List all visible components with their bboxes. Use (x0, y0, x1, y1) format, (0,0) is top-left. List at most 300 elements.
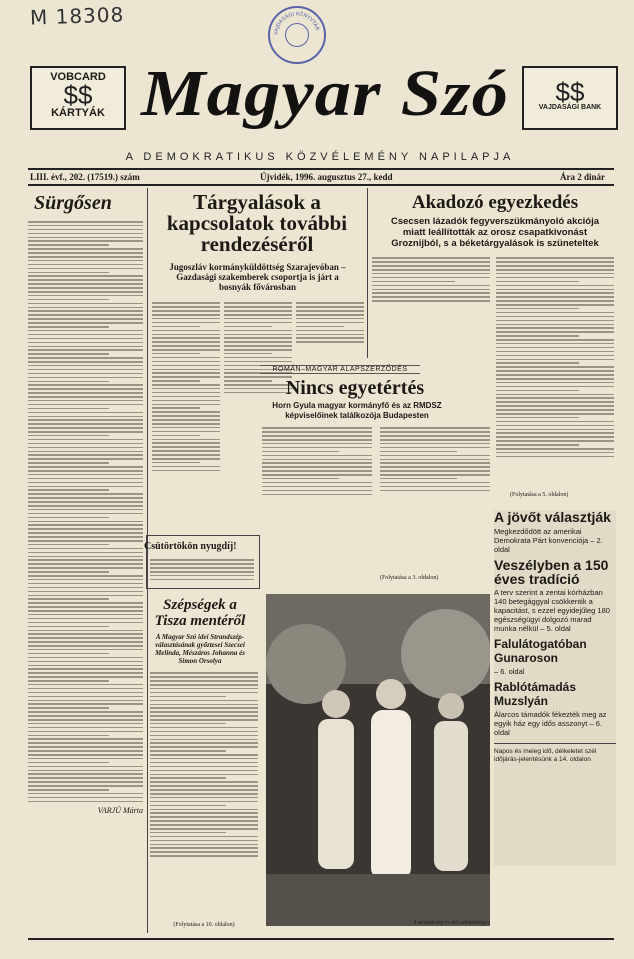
text-line (28, 244, 109, 246)
text-line (28, 264, 143, 266)
text-line (28, 766, 143, 768)
text-line (28, 334, 143, 336)
text-line (152, 310, 220, 312)
text-line (28, 610, 143, 612)
text-line (28, 268, 143, 270)
text-line (28, 412, 143, 414)
text-line (150, 812, 258, 814)
text-line (380, 490, 490, 492)
text-line (28, 793, 143, 795)
text-line (28, 482, 143, 484)
text-line (152, 392, 220, 394)
text-line (28, 322, 143, 324)
text-line (28, 279, 143, 281)
pension-box-title[interactable]: Csütörtökön nyugdíj! (144, 541, 237, 552)
text-line (28, 388, 143, 390)
text-line (28, 719, 143, 721)
text-line (150, 563, 254, 565)
text-line (28, 637, 143, 639)
ad-title: VOBCARD (50, 71, 106, 83)
text-line (152, 322, 220, 324)
text-line (152, 427, 220, 429)
vobcard-ad[interactable] (30, 66, 126, 130)
text-line (496, 456, 614, 458)
issue-number: LIII. évf., 202. (17519.) szám (30, 172, 140, 182)
text-line (150, 836, 258, 838)
svg-text:VAJDASÁGI KÖNYVTÁR: VAJDASÁGI KÖNYVTÁR (273, 11, 320, 36)
text-line (28, 645, 143, 647)
text-line (28, 641, 143, 643)
text-line (152, 372, 220, 374)
text-line (262, 435, 372, 437)
text-line (150, 742, 258, 744)
text-line (150, 781, 258, 783)
text-line (28, 707, 109, 709)
teaser-text-1: Megkezdődött az amerikai Demokrata Párt konvenciója – 2. oldal (494, 527, 603, 554)
text-line (224, 353, 272, 355)
text-line (28, 423, 143, 425)
text-line (28, 486, 143, 488)
nincs-subhead: Horn Gyula magyar kormányfő és az RMDSZ képviselőinek találkozója Budapesten (272, 401, 442, 420)
right-text-col1 (372, 255, 490, 304)
text-line (262, 451, 339, 453)
right-continued[interactable]: (Folytatása a 5. oldalon) (510, 492, 569, 498)
text-line (28, 291, 143, 293)
text-line (152, 411, 220, 413)
text-line (150, 809, 258, 811)
text-line (224, 302, 292, 304)
text-line (150, 774, 258, 776)
text-line (150, 844, 258, 846)
text-line (496, 401, 614, 403)
text-line (28, 221, 143, 223)
text-line (496, 386, 614, 388)
text-line (28, 346, 143, 348)
text-line (380, 439, 490, 441)
text-line (28, 431, 143, 433)
text-line (496, 359, 614, 361)
text-line (28, 419, 143, 421)
text-line (28, 256, 143, 258)
text-line (150, 754, 258, 756)
beauty-continued[interactable]: (Folytatása a 10. oldalon) (173, 922, 235, 928)
text-line (150, 688, 258, 690)
text-line (150, 672, 258, 674)
text-line (28, 416, 143, 418)
text-line (224, 306, 292, 308)
text-line (28, 240, 143, 242)
text-line (496, 397, 614, 399)
text-line (224, 334, 292, 336)
text-line (496, 405, 614, 407)
text-line (150, 719, 258, 721)
text-line (496, 308, 579, 310)
text-line (28, 466, 143, 468)
text-line (28, 521, 143, 523)
text-line (28, 700, 143, 702)
text-line (152, 353, 200, 355)
text-line (224, 326, 272, 328)
ad-subtitle: KÁRTYÁK (51, 107, 105, 119)
text-line (28, 447, 143, 449)
text-line (152, 337, 220, 339)
text-line (28, 665, 143, 667)
text-line (28, 703, 143, 705)
text-line (28, 443, 143, 445)
text-line (28, 408, 109, 410)
text-line (28, 777, 143, 779)
text-line (150, 579, 254, 581)
text-line (28, 400, 143, 402)
text-line (28, 785, 143, 787)
text-line (28, 272, 109, 274)
beauty-text (150, 670, 258, 859)
text-line (28, 633, 143, 635)
text-line (28, 373, 143, 375)
text-line (224, 345, 292, 347)
text-line (296, 322, 364, 324)
main-headline[interactable]: Tárgyalások a kapcsolatok további rendezéséről (166, 190, 348, 256)
text-line (150, 816, 258, 818)
text-line (28, 517, 109, 519)
date-place: Újvidék, 1996. augusztus 27., kedd (260, 172, 393, 182)
text-line (496, 444, 579, 446)
text-line (496, 390, 579, 392)
text-line (28, 591, 143, 593)
text-line (496, 409, 614, 411)
stamp-text-ring (270, 8, 324, 62)
text-line (262, 466, 372, 468)
text-line (28, 630, 143, 632)
text-line (150, 567, 254, 569)
teaser-headline-4[interactable]: Rablótámadás Muzslyán (494, 680, 577, 708)
text-line (28, 559, 143, 561)
nincs-continued[interactable]: (Folytatása a 3. oldalon) (380, 575, 439, 581)
text-line (224, 357, 292, 359)
text-line (496, 289, 614, 291)
text-line (28, 451, 143, 453)
text-line (372, 285, 490, 287)
text-line (496, 394, 614, 396)
text-line (496, 440, 614, 442)
text-line (28, 435, 109, 437)
text-line (28, 567, 143, 569)
text-line (28, 738, 143, 740)
text-line (152, 419, 220, 421)
text-line (496, 421, 614, 423)
text-line (262, 431, 372, 433)
text-line (224, 318, 292, 320)
text-line (262, 474, 372, 476)
text-line (372, 292, 490, 294)
text-line (224, 310, 292, 312)
text-line (224, 322, 292, 324)
text-line (28, 727, 143, 729)
text-line (28, 303, 143, 305)
text-line (28, 307, 143, 309)
text-line (150, 832, 226, 834)
text-line (262, 482, 372, 484)
text-line (28, 587, 143, 589)
text-line (496, 413, 614, 415)
text-line (28, 789, 109, 791)
text-line (262, 490, 372, 492)
text-line (28, 563, 143, 565)
text-line (28, 618, 143, 620)
text-line (262, 478, 339, 480)
text-line (28, 225, 143, 227)
text-line (372, 296, 490, 298)
text-line (152, 435, 200, 437)
teaser-headline-2[interactable]: Veszélyben a 150 éves tradíció (494, 557, 609, 587)
text-line (150, 711, 258, 713)
lead-title[interactable]: Sürgősen (34, 192, 112, 214)
text-line (152, 326, 200, 328)
text-line (372, 261, 490, 263)
text-line (152, 458, 220, 460)
text-line (496, 277, 614, 279)
text-line (152, 361, 220, 363)
text-line (28, 571, 109, 573)
text-line (152, 454, 220, 456)
nincs-text-col1 (262, 425, 372, 497)
beauty-photo[interactable] (266, 594, 490, 926)
text-line (150, 704, 258, 706)
text-line (28, 801, 143, 803)
text-line (28, 283, 143, 285)
page-bottom-rule (28, 938, 614, 940)
text-line (28, 427, 143, 429)
text-line (152, 442, 220, 444)
text-line (380, 459, 490, 461)
text-line (380, 462, 490, 464)
text-line (28, 509, 143, 511)
text-line (262, 427, 372, 429)
text-line (28, 552, 143, 554)
text-line (262, 455, 372, 457)
text-line (380, 435, 490, 437)
text-line (28, 260, 143, 262)
text-line (152, 365, 220, 367)
text-line (152, 396, 220, 398)
text-line (28, 528, 143, 530)
lead-text (28, 221, 143, 802)
text-line (152, 431, 220, 433)
lead-author: VARJÚ Márta (97, 806, 143, 816)
sidebar-teasers (494, 510, 616, 866)
text-line (296, 302, 364, 304)
text-line (150, 805, 226, 807)
text-line (28, 754, 143, 756)
text-line (28, 357, 143, 359)
text-line (28, 275, 143, 277)
text-line (496, 378, 614, 380)
text-line (150, 789, 258, 791)
text-line (296, 310, 364, 312)
text-line (28, 715, 143, 717)
main-subhead: Jugoszláv kormányküldöttség Szarajevóban – Gazdasági szakemberek csoportja is járt a bosnyák fővárosban (169, 262, 346, 292)
text-line (28, 396, 143, 398)
text-line (496, 355, 614, 357)
text-line (496, 351, 614, 353)
text-line (262, 494, 372, 496)
text-line (380, 474, 490, 476)
text-line (496, 366, 614, 368)
teaser-text-4: Álarcos támadók fékezték meg az egyik ház egy idős asszonyt – 6. oldal (494, 710, 607, 737)
text-line (496, 320, 614, 322)
text-line (150, 797, 258, 799)
right-headline[interactable]: Akadozó egyezkedés (411, 192, 579, 213)
text-line (496, 362, 579, 364)
text-line (28, 454, 143, 456)
text-line (152, 318, 220, 320)
text-line (496, 370, 614, 372)
text-line (28, 622, 143, 624)
text-line (28, 462, 109, 464)
text-line (496, 300, 614, 302)
text-line (28, 579, 143, 581)
text-line (496, 312, 614, 314)
text-line (496, 448, 614, 450)
text-line (380, 455, 490, 457)
teaser-headline-1[interactable]: A jövőt választják (494, 509, 611, 525)
text-line (380, 443, 490, 445)
text-line (28, 365, 143, 367)
text-line (224, 341, 292, 343)
teaser-text-3: – 6. oldal (494, 667, 525, 676)
text-line (372, 265, 490, 267)
text-line (262, 443, 372, 445)
text-line (496, 327, 614, 329)
text-line (28, 237, 143, 239)
text-line (150, 735, 258, 737)
text-line (28, 602, 143, 604)
text-line (28, 299, 109, 301)
text-line (28, 505, 143, 507)
beauty-headline[interactable]: Szépségek a Tisza mentéről (154, 597, 246, 629)
text-line (496, 261, 614, 263)
text-line (28, 657, 143, 659)
text-line (496, 432, 614, 434)
text-line (150, 828, 258, 830)
text-line (262, 462, 372, 464)
text-line (380, 482, 490, 484)
text-line (28, 314, 143, 316)
text-line (150, 851, 258, 853)
text-line (152, 470, 220, 472)
text-line (224, 330, 292, 332)
teaser-headline-3[interactable]: Falulátogatóban Gunaroson (494, 637, 587, 665)
text-line (28, 575, 143, 577)
text-line (28, 758, 143, 760)
text-line (152, 462, 200, 464)
text-line (496, 452, 614, 454)
text-line (150, 575, 254, 577)
text-line (28, 742, 143, 744)
text-line (150, 801, 258, 803)
text-line (496, 281, 579, 283)
text-line (28, 248, 143, 250)
text-line (296, 318, 364, 320)
text-line (28, 497, 143, 499)
text-line (296, 314, 364, 316)
text-line (28, 723, 143, 725)
text-line (262, 486, 372, 488)
text-line (28, 649, 143, 651)
text-line (496, 269, 614, 271)
text-line (28, 310, 143, 312)
text-line (152, 330, 220, 332)
text-line (152, 314, 220, 316)
text-line (150, 785, 258, 787)
text-line (28, 762, 109, 764)
text-line (152, 404, 220, 406)
weather-note[interactable]: Napos és meleg idő, délkeletet szél időjárás-jelentésünk a 14. oldalon (494, 743, 616, 764)
text-line (28, 318, 143, 320)
lead-column (28, 190, 143, 930)
text-line (28, 614, 143, 616)
text-line (150, 559, 254, 561)
text-line (152, 306, 220, 308)
text-line (152, 407, 200, 409)
text-line (28, 342, 143, 344)
text-line (496, 429, 614, 431)
text-line (28, 544, 109, 546)
text-line (150, 777, 226, 779)
text-line (28, 672, 143, 674)
text-line (28, 598, 109, 600)
text-line (262, 439, 372, 441)
text-line (152, 341, 220, 343)
text-line (28, 369, 143, 371)
text-line (150, 715, 258, 717)
price: Ára 2 dinár (560, 172, 605, 182)
text-line (380, 486, 490, 488)
text-line (152, 388, 220, 390)
text-line (28, 696, 143, 698)
photo-caption: A strandszép és két udvarhölgye (412, 920, 490, 926)
text-line (28, 532, 143, 534)
text-line (28, 470, 143, 472)
text-line (28, 252, 143, 254)
text-line (496, 382, 614, 384)
nincs-headline[interactable]: Nincs egyetértés (285, 377, 425, 399)
text-line (28, 668, 143, 670)
text-line (496, 343, 614, 345)
masthead-title: Magyar Szó (140, 57, 510, 130)
text-line (152, 439, 220, 441)
text-line (152, 369, 220, 371)
text-line (150, 793, 258, 795)
text-line (28, 513, 143, 515)
text-line (150, 676, 258, 678)
text-line (28, 781, 143, 783)
text-line (496, 265, 614, 267)
bottom-rule (28, 184, 614, 186)
text-line (28, 493, 143, 495)
text-line (28, 381, 109, 383)
text-line (28, 478, 143, 480)
bank-ad[interactable] (522, 66, 618, 130)
text-line (28, 548, 143, 550)
text-line (28, 474, 143, 476)
text-line (152, 380, 200, 382)
bank-logo-icon: $$ (555, 77, 585, 107)
text-line (28, 688, 143, 690)
text-line (372, 300, 490, 302)
text-line (28, 684, 143, 686)
text-line (28, 501, 143, 503)
